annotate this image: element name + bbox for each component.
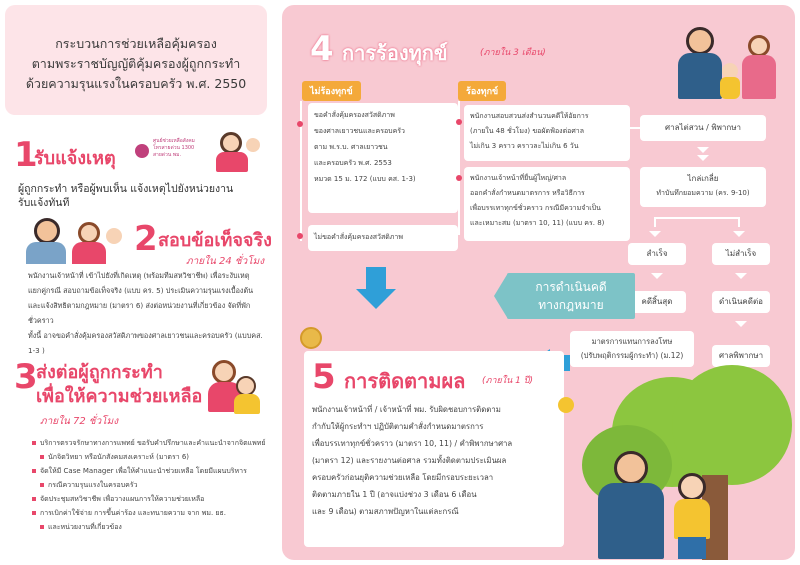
- step2-subtitle: ภายใน 24 ชั่วโมง: [186, 256, 265, 267]
- box-judgment: ศาลพิพากษา: [712, 345, 770, 367]
- chevron-down-icon: [735, 273, 747, 279]
- box-line: เพื่อบรรเทาทุกข์ชั่วคราว กรณีมีความจำเป็น: [470, 204, 601, 212]
- chevron-down-icon: [697, 147, 709, 153]
- step2-line: แยกคู่กรณี สอบถามข้อเท็จจริง (แบบ คร. 5) ประเมินความรุนแรงเบื้องต้น: [28, 286, 254, 295]
- step5-subtitle: (ภายใน 1 ปี): [482, 376, 533, 386]
- mediation-line: ทำบันทึกยอมความ (คร. 9-10): [656, 189, 750, 197]
- hotline-line-2: โทรสายด่วน 1300: [153, 145, 195, 151]
- step4-subtitle: (ภายใน 3 เดือน): [480, 48, 546, 58]
- crying-child-illustration: [212, 128, 264, 174]
- box-proceed: ดำเนินคดีต่อ: [712, 291, 770, 313]
- tag-complaint: ร้องทุกข์: [458, 81, 506, 101]
- box-line: พนักงานสอบสวนส่งสำนวนคดีให้อัยการ: [470, 112, 589, 120]
- box-line: ของศาลเยาวชนและครอบครัว: [314, 127, 405, 135]
- step3-title-line-2: เพื่อให้ความช่วยเหลือ: [36, 386, 203, 407]
- left-column: [0, 0, 272, 565]
- left-header-panel: [5, 5, 267, 115]
- pin-icon: [300, 327, 322, 349]
- step5-line: ติดตามภายใน 1 ปี (อาจแบ่งช่วง 3 เดือน 6 เดือน: [312, 490, 477, 499]
- chevron-down-icon: [733, 231, 745, 237]
- hotline-line-3: สายด่วน พม.: [153, 152, 182, 158]
- mediation-line: ไกล่เกลี่ย: [687, 174, 719, 183]
- box-interim-measures: [464, 167, 630, 241]
- banner-arrow: [494, 273, 508, 319]
- step3-bullet-cont: กรณีความรุนแรงในครอบครัว: [32, 478, 272, 492]
- step3-bullet: การเบิกค่าใช้จ่าย การขึ้นค่าร้อง และทนายความ จาก พม. ยธ.: [32, 506, 272, 520]
- banner-line: การดำเนินคดี: [535, 280, 607, 294]
- step5-body: [312, 401, 558, 520]
- box-alternative-measures: [570, 331, 694, 367]
- chevron-down-icon: [651, 273, 663, 279]
- step5-title: การติดตามผล: [344, 369, 466, 393]
- step2-title: สอบข้อเท็จจริง: [158, 230, 272, 251]
- box-fail: ไม่สำเร็จ: [712, 243, 770, 265]
- box-success: สำเร็จ: [628, 243, 686, 265]
- arrow-down-head: [356, 289, 396, 309]
- box-line: พนักงานเจ้าหน้าที่ยื่นผู้ใหญ่/ศาล: [470, 174, 567, 182]
- step3-title-line-1: ส่งต่อผู้ถูกกระทำ: [36, 362, 163, 383]
- box-prosecutor: [464, 105, 630, 161]
- box-line: และเหมาะสม (มาตรา 10, 11) (แบบ คร. 8): [470, 219, 605, 227]
- step5-line: ครอบครัวก่อนยุติความช่วยเหลือ โดยมีกรอบระยะเวลา: [312, 473, 494, 482]
- box-line: หมวด 15 ม. 172 (แบบ คส. 1-3): [314, 175, 416, 183]
- step3-bullet: บริการตรวจรักษาทางการแพทย์ ขอรับคำปรึกษาและคำแนะนำจากจิตแพทย์: [32, 436, 272, 450]
- step2-line: พนักงานเจ้าหน้าที่ เข้าไปยังที่เกิดเหตุ (พร้อมทีมสหวิชาชีพ) เพื่อระงับเหตุ: [28, 271, 250, 280]
- father-child-illustration: [592, 445, 742, 560]
- step5-line: และ 9 เดือน) ตามสภาพปัญหาในแต่ละกรณี: [312, 507, 459, 516]
- title-line-3: ด้วยความรุนแรงในครอบครัว พ.ศ. 2550: [25, 76, 247, 91]
- tag-no-complaint: ไม่ร้องทุกข์: [302, 81, 361, 101]
- banner-line: ทางกฎหมาย: [538, 298, 604, 312]
- box-protection-order: [308, 103, 458, 213]
- connector-dot: [297, 233, 303, 239]
- step3-bullet: จัดประชุมสหวิชาชีพ เพื่อวางแผนการให้ความช่วยเหลือ: [32, 492, 272, 506]
- measure-line: มาตรการแทนการลงโทษ: [591, 337, 673, 346]
- family-illustration: [672, 23, 782, 103]
- box-no-protection-order: ไม่ขอคำสั่งคุ้มครองสวัสดิภาพ: [308, 225, 458, 251]
- chevron-down-icon: [649, 231, 661, 237]
- parents-arguing-illustration: [20, 214, 130, 264]
- sun-icon: [558, 397, 574, 413]
- step5-line: กำกับให้ผู้กระทำฯ ปฏิบัติตามคำสั่งกำหนดมาตรการ: [312, 422, 484, 431]
- connector-dot: [456, 175, 462, 181]
- box-mediation: [640, 167, 766, 207]
- box-line: (ภายใน 48 ชั่วโมง) ขอผัดฟ้องต่อศาล: [470, 127, 584, 135]
- chevron-down-icon: [735, 321, 747, 327]
- step1-text: ผู้ถูกกระทำ หรือผู้พบเห็น แจ้งเหตุไปยังหน่วยงาน รับแจ้งทันที: [18, 183, 234, 209]
- connector-dot: [297, 121, 303, 127]
- hotline-icon: [135, 144, 149, 158]
- step2-body: [28, 268, 268, 358]
- measure-line: (ปรับพฤติกรรมผู้กระทำ) (ม.12): [580, 351, 684, 360]
- hotline-line-1: ศูนย์ช่วยเหลือสังคม: [153, 138, 195, 144]
- step2-number: 2: [134, 219, 158, 259]
- step4-number: 4: [310, 29, 334, 69]
- box-court-trial: ศาลไต่สวน / พิพากษา: [640, 115, 766, 141]
- box-case-closed: คดีสิ้นสุด: [628, 291, 686, 313]
- box-line: ตาม พ.ร.บ. ศาลเยาวชน: [314, 143, 388, 151]
- step5-number: 5: [312, 357, 336, 397]
- arrow-down-icon: [366, 267, 386, 289]
- box-line: ขอคำสั่งคุ้มครองสวัสดิภาพ: [314, 111, 395, 119]
- hotline-logo: [135, 136, 205, 172]
- step3-number: 3: [14, 357, 38, 397]
- step4-title: การร้องทุกข์: [342, 41, 448, 65]
- box-line: ออกคำสั่งกำหนดมาตรการ หรือวิธีการ: [470, 189, 585, 197]
- step5-line: (มาตรา 12) และรายงานต่อศาล รวมทั้งติดตามประเมินผล: [312, 456, 507, 465]
- legal-action-banner: [507, 273, 635, 319]
- right-panel: [282, 5, 795, 560]
- step5-line: พนักงานเจ้าหน้าที่ / เจ้าหน้าที่ พม. รับผิดชอบการติดตาม: [312, 405, 501, 414]
- step2-line: และแจ้งสิทธิตามกฎหมาย (มาตรา 6) ส่งต่อหน่วยงานที่เกี่ยวข้อง จัดที่พักชั่วคราว: [28, 301, 251, 325]
- step1-title: รับแจ้งเหตุ: [34, 148, 116, 169]
- step1-number: 1: [14, 135, 38, 175]
- step3-bullets: [32, 436, 272, 534]
- step5-line: เพื่อบรรเทาทุกข์ชั่วคราว (มาตรา 10, 11) / คำพิพากษาศาล: [312, 439, 513, 448]
- title-line-1: กระบวนการช่วยเหลือคุ้มครอง: [55, 36, 217, 51]
- step3-bullet-cont: นักจิตวิทยา หรือนักสังคมสงเคราะห์ (มาตรา 6): [32, 450, 272, 464]
- box-line: ไม่เกิน 3 คราว คราวละไม่เกิน 6 วัน: [470, 142, 579, 150]
- step3-subtitle: ภายใน 72 ชั่วโมง: [40, 416, 119, 427]
- step2-line: ทั้งนี้ อาจขอคำสั่งคุ้มครองสวัสดิภาพของศาลเยาวชนและครอบครัว (แบบคส. 1-3 ): [28, 331, 263, 355]
- chevron-down-icon: [697, 155, 709, 161]
- connector-dot: [456, 119, 462, 125]
- family-hug-illustration: [206, 356, 268, 416]
- step3-bullet-cont: และหน่วยงานที่เกี่ยวข้อง: [32, 520, 272, 534]
- title-line-2: ตามพระราชบัญญัติคุ้มครองผู้ถูกกระทำ: [31, 56, 241, 71]
- split-connector: [654, 217, 740, 227]
- box-line: และครอบครัว พ.ศ. 2553: [314, 159, 392, 167]
- step3-bullet: จัดให้มี Case Manager เพื่อให้คำแนะนำช่วยเหลือ โดยมีแผนบริหาร: [32, 464, 272, 478]
